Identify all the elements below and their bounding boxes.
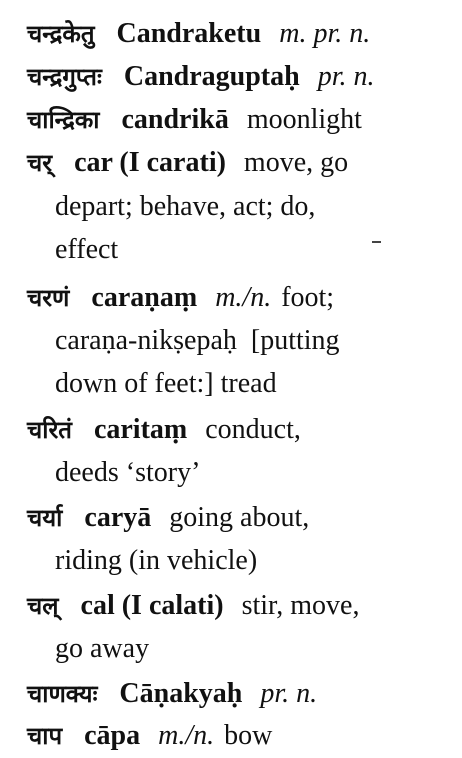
devanagari-word: चर्या	[27, 504, 63, 532]
definition: stir, move,	[241, 590, 360, 621]
devanagari-word: चाणक्यः	[27, 680, 98, 708]
devanagari-word: चन्द्रकेतु	[27, 20, 95, 48]
definition-continuation: effect	[55, 234, 119, 265]
grammar-label: m. pr. n.	[279, 18, 371, 49]
headword: cāpa	[84, 720, 141, 751]
definition-continuation: caraṇa-nikṣepaḥ [putting	[55, 325, 340, 356]
devanagari-word: चल्	[27, 592, 59, 620]
headword: car (I carati)	[74, 147, 226, 178]
definition: going about,	[169, 502, 310, 533]
definition: bow	[224, 720, 273, 751]
dictionary-entry	[27, 100, 362, 140]
devanagari-word: चाप	[27, 722, 63, 750]
headword: cal (I calati)	[80, 590, 224, 621]
headword: caraṇaṃ	[91, 282, 198, 313]
devanagari-word: चान्द्रिका	[27, 106, 100, 134]
definition: move, go	[243, 147, 349, 178]
dictionary-entry	[27, 143, 348, 183]
dictionary-entry	[27, 14, 380, 54]
headword: caritaṃ	[93, 414, 188, 445]
dictionary-entry	[27, 57, 384, 97]
dictionary-entry	[27, 410, 301, 450]
definition: moonlight	[246, 104, 362, 135]
grammar-label: pr. n.	[317, 61, 375, 92]
devanagari-word: चर्	[27, 149, 53, 177]
dictionary-entry	[27, 498, 309, 538]
grammar-label: m./n.	[215, 282, 272, 313]
stray-mark	[372, 241, 381, 243]
definition-continuation: riding (in vehicle)	[55, 545, 258, 576]
dictionary-entry	[27, 716, 272, 756]
definition: conduct,	[205, 414, 301, 445]
headword: caryā	[84, 502, 152, 533]
definition-continuation: down of feet:] tread	[55, 368, 277, 399]
dictionary-entry	[27, 586, 359, 626]
definition: foot;	[281, 282, 335, 313]
definition-continuation: go away	[55, 633, 150, 664]
devanagari-word: चरितं	[27, 416, 72, 444]
definition-continuation: depart; behave, act; do,	[55, 191, 316, 222]
grammar-label: pr. n.	[260, 678, 318, 709]
grammar-label: m./n.	[158, 720, 215, 751]
definition-continuation: deeds ‘story’	[55, 457, 201, 488]
dictionary-entry	[27, 278, 334, 318]
headword: candrikā	[121, 104, 229, 135]
dictionary-entry	[27, 674, 327, 714]
devanagari-word: चन्द्रगुप्तः	[27, 63, 102, 91]
headword: Cāṇakyaḥ	[119, 678, 243, 709]
headword: Candraketu	[116, 18, 262, 49]
devanagari-word: चरणं	[27, 284, 70, 312]
headword: Candraguptaḥ	[123, 61, 300, 92]
